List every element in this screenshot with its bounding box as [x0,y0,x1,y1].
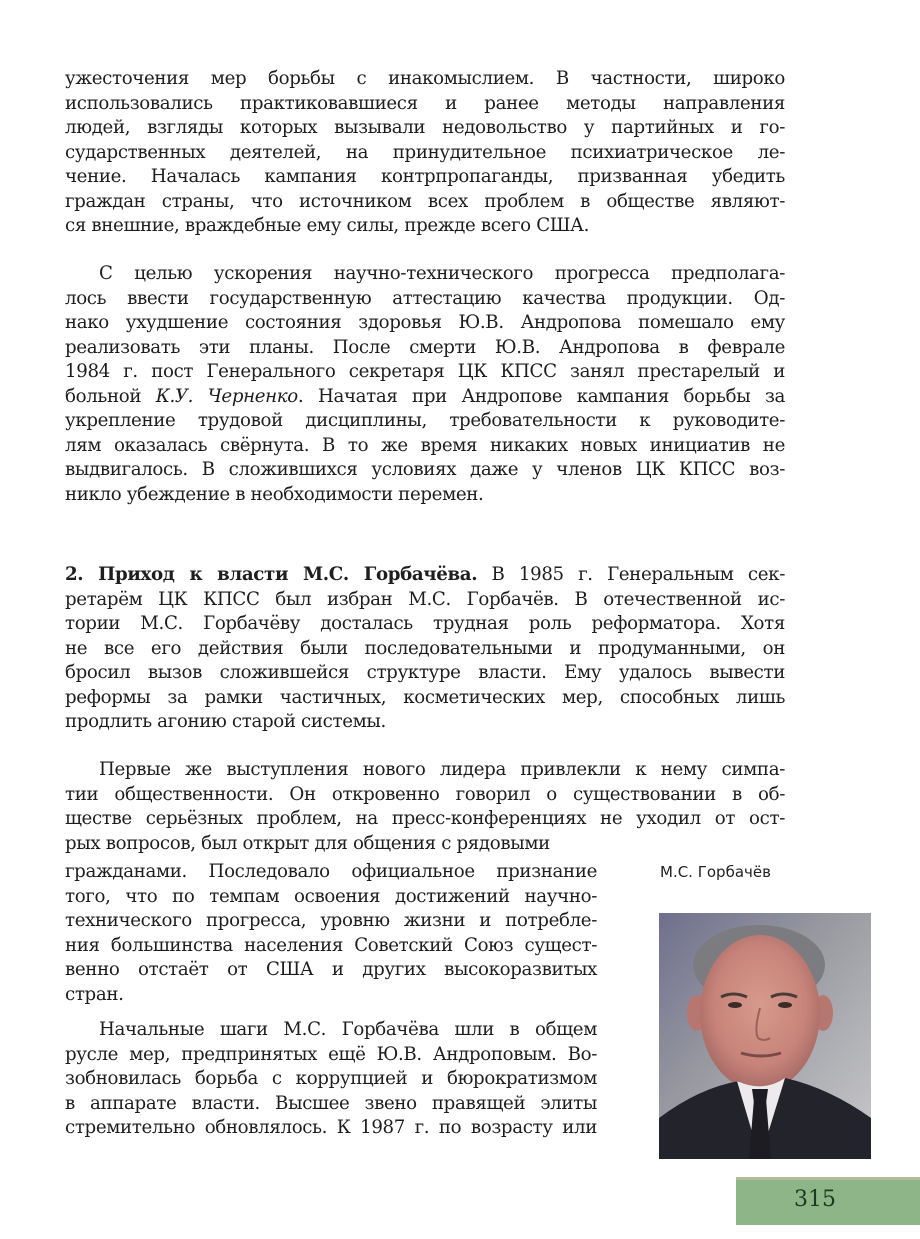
text-line: выдвигалось. В сложившихся условиях даже у членов ЦК КПСС воз- [65,459,785,480]
text-line: стремительно обновлялось. К 1987 г. по возрасту или [65,1117,597,1138]
portrait-photo [659,913,871,1159]
figure-caption: М.С. Горбачёв [660,863,771,881]
text-line: гражданами. Последовало официальное признание [65,861,597,882]
text-span: больной [65,386,156,407]
text-line: тии общественности. Он откровенно говорил о существовании в об- [65,784,785,805]
portrait-image-icon [659,913,871,1159]
section-heading: 2. Приход к власти М.С. Горбачёва. [65,564,478,585]
text-line [65,385,785,409]
text-line: ретарём ЦК КПСС был избран М.С. Горбачёв. В отечественной ис- [65,589,785,610]
text-line: рых вопросов, был открыт для общения с рядовыми [65,833,550,854]
text-line: бросил вызов сложившейся структуре власти. Ему удалось вывести [65,662,785,683]
text-line: сударственных деятелей, на принудительное психиатрическое ле- [65,142,785,163]
text-line: ния большинства населения Советский Союз сущест- [65,935,597,956]
text-line: реализовать эти планы. После смерти Ю.В. Андропова в феврале [65,337,785,358]
person-name-italic: К.У. Черненко [155,386,298,407]
text-line: реформы за рамки частичных, косметических мер, способных лишь [65,687,785,708]
text-line: 1984 г. пост Генерального секретаря ЦК КПСС занял престарелый и [65,361,785,382]
text-line: С целью ускорения научно-технического прогресса предполага- [99,263,785,284]
text-line: ществе серьёзных проблем, на пресс-конференциях не уходил от ост- [65,808,785,829]
text-line: того, что по темпам освоения достижений научно- [65,886,597,907]
text-line: лось ввести государственную аттестацию качества продукции. Од- [65,288,785,309]
text-line: ся внешние, враждебные ему силы, прежде всего США. [65,215,590,236]
text-span: . Начатая при Андропове кампания борьбы за [297,386,786,407]
text-line: не все его действия были последовательными и продуманными, он [65,638,785,659]
text-line: продлить агонию старой системы. [65,711,386,732]
text-line: тории М.С. Горбачёву досталась трудная роль реформатора. Хотя [65,613,785,634]
section-heading-line [65,563,785,587]
text-line: людей, взгляды которых вызывали недовольство у партийных и го- [65,117,785,138]
page-number-band [736,1177,920,1225]
text-line: использовались практиковавшиеся и ранее методы направления [65,93,785,114]
text-line: укрепление трудовой дисциплины, требовательности к руководите- [65,410,785,431]
text-line: нако ухудшение состояния здоровья Ю.В. Андропова помешало ему [65,312,785,333]
text-line: чение. Началась кампания контрпропаганды, призванная убедить [65,166,785,187]
text-span: В 1985 г. Генеральным сек- [477,564,785,585]
text-line: в аппарате власти. Высшее звено правящей элиты [65,1093,597,1114]
text-line: венно отстаёт от США и других высокоразвитых [65,959,597,980]
text-line: технического прогресса, уровню жизни и потребле- [65,910,597,931]
text-line: русле мер, предпринятых ещё Ю.В. Андроповым. Во- [65,1044,597,1065]
text-line: никло убеждение в необходимости перемен. [65,484,484,505]
page-number: 315 [794,1187,836,1212]
text-line: зобновилась борьба с коррупцией и бюрократизмом [65,1068,597,1089]
text-line: Первые же выступления нового лидера привлекли к нему симпа- [99,759,785,780]
text-line: стран. [65,984,124,1005]
text-line: Начальные шаги М.С. Горбачёва шли в общем [99,1019,597,1040]
text-line: граждан страны, что источником всех проблем в обществе являют- [65,191,785,212]
text-line: ужесточения мер борьбы с инакомыслием. В частности, широко [65,68,785,89]
text-line: лям оказалась свёрнута. В то же время никаких новых инициатив не [65,435,785,456]
